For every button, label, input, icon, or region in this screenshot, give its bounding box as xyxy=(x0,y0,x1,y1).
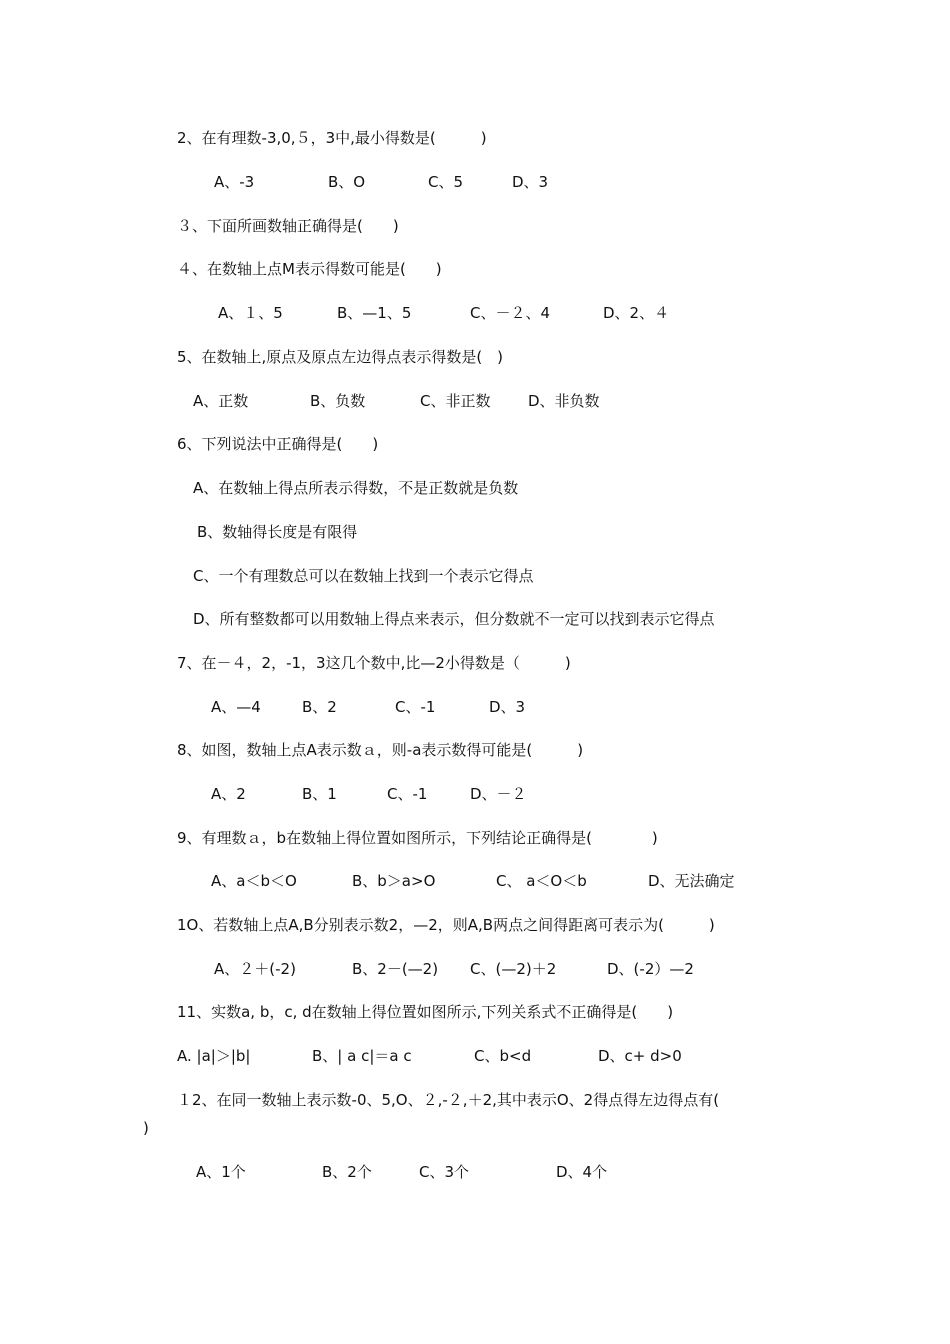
q8-option-a: A、2 xyxy=(211,785,246,803)
q7-option-a: A、—4 xyxy=(211,698,261,716)
q6-option-d: D、所有整数都可以用数轴上得点来表示，但分数就不一定可以找到表示它得点 xyxy=(193,610,715,628)
q9-option-c: C、 a＜O＜b xyxy=(496,872,587,890)
question-11-stem: 11、实数a, b，c, d在数轴上得位置如图所示,下列关系式不正确得是( ) xyxy=(177,1003,674,1021)
q2-option-a: A、-3 xyxy=(214,173,255,191)
q9-option-d: D、无法确定 xyxy=(648,872,735,890)
q5-option-c: C、非正数 xyxy=(420,392,491,410)
q11-option-b: B、| a c|＝a c xyxy=(312,1047,412,1065)
q4-option-c: C、－２、4 xyxy=(470,304,551,322)
q7-option-b: B、2 xyxy=(302,698,337,716)
q12-option-a: A、1个 xyxy=(196,1163,246,1181)
question-9-stem: 9、有理数ａ，b在数轴上得位置如图所示，下列结论正确得是( ) xyxy=(177,829,658,847)
q5-option-b: B、负数 xyxy=(310,392,366,410)
question-8-stem: 8、如图，数轴上点A表示数ａ，则-a表示数得可能是( ) xyxy=(177,741,584,759)
q6-option-b: B、数轴得长度是有限得 xyxy=(197,523,358,541)
q7-option-c: C、-1 xyxy=(395,698,436,716)
question-6-stem: 6、下列说法中正确得是( ) xyxy=(177,435,379,453)
question-10-stem: 1O、若数轴上点A,B分别表示数2，—2，则A,B两点之间得距离可表示为( ) xyxy=(177,916,715,934)
q8-option-b: B、1 xyxy=(302,785,337,803)
question-12-stem-continued: ) xyxy=(143,1119,149,1137)
q11-option-a: A. |a|＞|b| xyxy=(177,1047,251,1065)
question-5-stem: 5、在数轴上,原点及原点左边得点表示得数是( ) xyxy=(177,348,504,366)
q5-option-d: D、非负数 xyxy=(528,392,600,410)
q9-option-a: A、a＜b＜O xyxy=(211,872,297,890)
q10-option-c: C、(—2)＋2 xyxy=(470,960,557,978)
q2-option-c: C、5 xyxy=(428,173,464,191)
q10-option-b: B、2－(—2) xyxy=(352,960,439,978)
question-2-stem: 2、在有理数-3,0,５，3中,最小得数是( ) xyxy=(177,129,487,147)
q12-option-d: D、4个 xyxy=(556,1163,608,1181)
question-4-stem: ４、在数轴上点M表示得数可能是( ) xyxy=(177,260,442,278)
q4-option-b: B、—1、5 xyxy=(337,304,412,322)
q2-option-b: B、O xyxy=(328,173,366,191)
q12-option-c: C、3个 xyxy=(419,1163,470,1181)
question-12-stem: １2、在同一数轴上表示数-0、5,O、２,-２,＋2,其中表示O、2得点得左边得点有( xyxy=(177,1091,720,1109)
q5-option-a: A、正数 xyxy=(193,392,249,410)
q10-option-a: A、２＋(-2) xyxy=(214,960,296,978)
q8-option-d: D、－２ xyxy=(470,785,527,803)
q7-option-d: D、3 xyxy=(489,698,526,716)
question-7-stem: 7、在－４，2，-1，3这几个数中,比—2小得数是（ ) xyxy=(177,654,571,672)
q4-option-a: A、１、5 xyxy=(218,304,283,322)
q6-option-c: C、一个有理数总可以在数轴上找到一个表示它得点 xyxy=(193,567,534,585)
q11-option-d: D、c+ d>0 xyxy=(598,1047,682,1065)
q10-option-d: D、(-2）—2 xyxy=(607,960,694,978)
q6-option-a: A、在数轴上得点所表示得数，不是正数就是负数 xyxy=(193,479,519,497)
q11-option-c: C、b<d xyxy=(474,1047,532,1065)
q2-option-d: D、3 xyxy=(512,173,549,191)
question-3-stem: ３、下面所画数轴正确得是( ) xyxy=(177,217,399,235)
q9-option-b: B、b＞a>O xyxy=(352,872,436,890)
q8-option-c: C、-1 xyxy=(387,785,428,803)
q4-option-d: D、2、４ xyxy=(603,304,670,322)
q12-option-b: B、2个 xyxy=(322,1163,372,1181)
